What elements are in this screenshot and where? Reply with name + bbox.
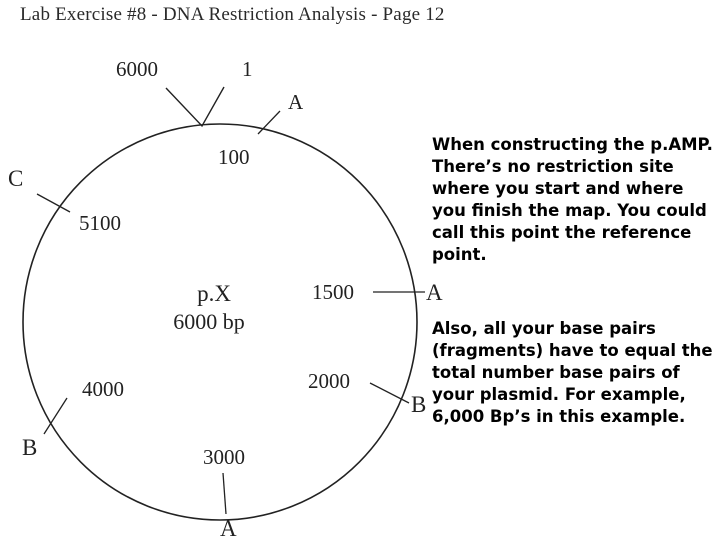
position-6000: 6000 bbox=[116, 57, 158, 81]
page-header: Lab Exercise #8 - DNA Restriction Analysis - Page 12 bbox=[20, 4, 445, 25]
site-c-tick bbox=[37, 194, 70, 212]
site-a-right-label: A bbox=[426, 280, 443, 305]
site-a-top-label: A bbox=[288, 90, 304, 114]
position-1: 1 bbox=[242, 57, 253, 81]
plasmid-name: p.X bbox=[197, 281, 231, 306]
site-b-left-label: B bbox=[22, 435, 38, 460]
site-a-bottom-label: A bbox=[220, 516, 237, 540]
plasmid-size: 6000 bp bbox=[173, 309, 245, 334]
site-b-right-label: B bbox=[411, 392, 427, 417]
position-100: 100 bbox=[218, 145, 250, 169]
position-4000: 4000 bbox=[82, 377, 124, 401]
reference-point-note: When constructing the p.AMP. There’s no restriction site where you start and where you finish the map. You could call this point the reference point. bbox=[432, 135, 713, 264]
site-c-label: C bbox=[8, 166, 24, 191]
position-1500: 1500 bbox=[312, 280, 354, 304]
position-5100: 5100 bbox=[79, 211, 121, 235]
reference-point-marker bbox=[166, 87, 224, 126]
position-3000: 3000 bbox=[203, 445, 245, 469]
base-pairs-note: Also, all your base pairs (fragments) have to equal the total number base pairs of your plasmid. For example, 6,000 Bp’s in this example. bbox=[432, 319, 713, 426]
position-2000: 2000 bbox=[308, 369, 350, 393]
site-a-bottom-tick bbox=[223, 473, 226, 514]
